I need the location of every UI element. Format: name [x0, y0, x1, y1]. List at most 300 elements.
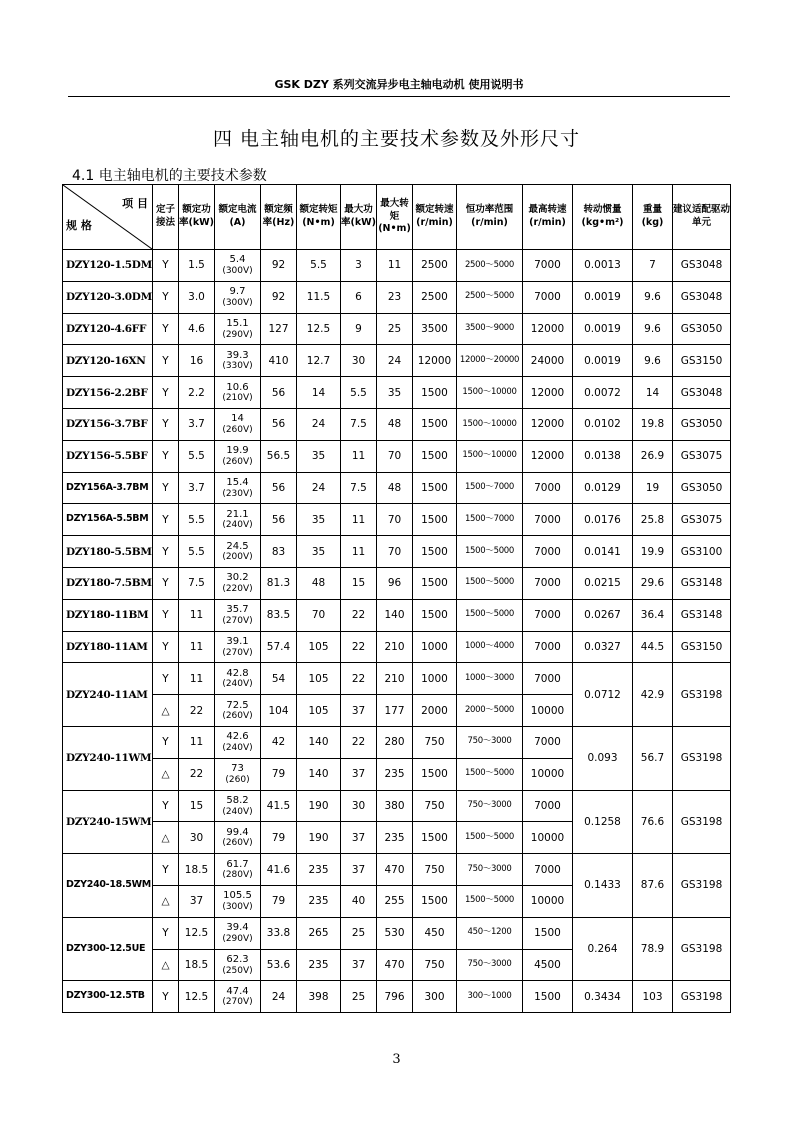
cell-max-speed: 7000: [523, 472, 573, 504]
cell-rated-speed: 1000: [413, 631, 457, 663]
cell-constant-power-range: 750～3000: [457, 949, 523, 981]
cell-max-torque: 530: [377, 917, 413, 949]
cell-rated-speed: 750: [413, 790, 457, 822]
cell-rated-power: 12.5: [179, 917, 215, 949]
cell-constant-power-range: 1500～7000: [457, 472, 523, 504]
cell-max-power: 7.5: [341, 472, 377, 504]
cell-max-power: 11: [341, 504, 377, 536]
cell-rated-current: [215, 758, 261, 790]
table-row: [63, 536, 731, 568]
current-voltage: (220V): [222, 583, 253, 594]
cell-constant-power-range: 2500～5000: [457, 250, 523, 282]
cell-rated-speed: 750: [413, 726, 457, 758]
cell-connection: △: [153, 885, 179, 917]
current-value: 39.1: [226, 636, 249, 648]
cell-max-speed: 10000: [523, 695, 573, 727]
cell-max-speed: 12000: [523, 408, 573, 440]
corner-label-item: 项 目: [122, 197, 148, 210]
cell-max-power: 15: [341, 567, 377, 599]
cell-connection: △: [153, 758, 179, 790]
current-value: 15.4: [226, 477, 249, 489]
current-voltage: (240V): [222, 742, 253, 753]
cell-max-torque: 796: [377, 981, 413, 1013]
cell-max-power: 22: [341, 631, 377, 663]
cell-rated-current: [215, 885, 261, 917]
current-voltage: (300V): [222, 265, 253, 276]
current-value: 21.1: [226, 508, 249, 520]
cell-rated-speed: 1500: [413, 408, 457, 440]
cell-rated-current: [215, 281, 261, 313]
cell-max-power: 9: [341, 313, 377, 345]
cell-rated-power: 3.0: [179, 281, 215, 313]
cell-connection: △: [153, 822, 179, 854]
cell-rated-torque: 235: [297, 885, 341, 917]
cell-inertia: 0.0013: [573, 250, 633, 282]
cell-max-power: 37: [341, 822, 377, 854]
cell-weight: 56.7: [633, 726, 673, 790]
header-cell: 额定转速(r/min): [413, 185, 457, 250]
cell-rated-speed: 1500: [413, 472, 457, 504]
cell-model: DZY120-16XN: [63, 345, 153, 377]
header-cell: 定子接法: [153, 185, 179, 250]
cell-rated-frequency: 410: [261, 345, 297, 377]
cell-constant-power-range: 1500～10000: [457, 440, 523, 472]
cell-rated-speed: 450: [413, 917, 457, 949]
cell-driver: GS3050: [673, 472, 731, 504]
cell-rated-torque: 235: [297, 854, 341, 886]
cell-rated-current: [215, 599, 261, 631]
cell-rated-frequency: 92: [261, 281, 297, 313]
cell-connection: △: [153, 949, 179, 981]
cell-inertia: 0.0215: [573, 567, 633, 599]
header-cell: 额定转矩(N•m): [297, 185, 341, 250]
current-voltage: (260V): [222, 711, 253, 722]
cell-rated-current: [215, 790, 261, 822]
current-voltage: (240V): [222, 679, 253, 690]
cell-rated-current: [215, 504, 261, 536]
cell-rated-torque: 24: [297, 472, 341, 504]
cell-max-speed: 1500: [523, 917, 573, 949]
cell-inertia: 0.0129: [573, 472, 633, 504]
cell-driver: GS3050: [673, 408, 731, 440]
cell-rated-power: 3.7: [179, 408, 215, 440]
cell-rated-speed: 3500: [413, 313, 457, 345]
current-voltage: (200V): [222, 552, 253, 563]
cell-model: DZY180-11AM: [63, 631, 153, 663]
cell-rated-frequency: 56: [261, 472, 297, 504]
cell-constant-power-range: 1500～10000: [457, 377, 523, 409]
cell-rated-speed: 2500: [413, 250, 457, 282]
header-cell: 额定电流(A): [215, 185, 261, 250]
cell-weight: 76.6: [633, 790, 673, 854]
current-voltage: (240V): [222, 520, 253, 531]
cell-constant-power-range: 1500～10000: [457, 408, 523, 440]
cell-constant-power-range: 750～3000: [457, 854, 523, 886]
cell-rated-speed: 2500: [413, 281, 457, 313]
header-cell: 最高转速(r/min): [523, 185, 573, 250]
cell-driver: GS3198: [673, 854, 731, 918]
cell-rated-frequency: 41.6: [261, 854, 297, 886]
cell-connection: Y: [153, 726, 179, 758]
cell-rated-power: 15: [179, 790, 215, 822]
cell-weight: 78.9: [633, 917, 673, 981]
cell-weight: 7: [633, 250, 673, 282]
cell-max-power: 11: [341, 536, 377, 568]
cell-max-speed: 7000: [523, 631, 573, 663]
current-value: 72.5: [226, 699, 249, 711]
cell-driver: GS3148: [673, 567, 731, 599]
current-value: 5.4: [229, 254, 246, 266]
cell-model: DZY120-1.5DM: [63, 250, 153, 282]
cell-rated-power: 11: [179, 726, 215, 758]
cell-connection: Y: [153, 313, 179, 345]
cell-constant-power-range: 1500～5000: [457, 758, 523, 790]
cell-max-speed: 7000: [523, 250, 573, 282]
cell-rated-power: 3.7: [179, 472, 215, 504]
current-voltage: (280V): [222, 870, 253, 881]
cell-weight: 9.6: [633, 313, 673, 345]
cell-rated-current: [215, 663, 261, 695]
cell-max-power: 40: [341, 885, 377, 917]
cell-max-speed: 24000: [523, 345, 573, 377]
cell-max-torque: 35: [377, 377, 413, 409]
cell-weight: 36.4: [633, 599, 673, 631]
cell-model: DZY180-7.5BM: [63, 567, 153, 599]
cell-rated-torque: 5.5: [297, 250, 341, 282]
cell-model: DZY156A-5.5BM: [63, 504, 153, 536]
cell-rated-speed: 12000: [413, 345, 457, 377]
cell-max-speed: 7000: [523, 504, 573, 536]
cell-max-power: 37: [341, 854, 377, 886]
cell-rated-frequency: 56.5: [261, 440, 297, 472]
cell-max-power: 3: [341, 250, 377, 282]
cell-driver: GS3198: [673, 790, 731, 854]
cell-constant-power-range: 12000～20000: [457, 345, 523, 377]
cell-inertia: 0.264: [573, 917, 633, 981]
section-title: 4.1 电主轴电机的主要技术参数: [72, 168, 267, 184]
cell-rated-speed: 1500: [413, 758, 457, 790]
cell-inertia: 0.0019: [573, 313, 633, 345]
cell-rated-speed: 1500: [413, 377, 457, 409]
header-cell: 额定频率(Hz): [261, 185, 297, 250]
table-row: [63, 377, 731, 409]
cell-rated-torque: 190: [297, 790, 341, 822]
cell-max-torque: 177: [377, 695, 413, 727]
cell-constant-power-range: 1500～5000: [457, 567, 523, 599]
cell-rated-current: [215, 440, 261, 472]
cell-max-power: 30: [341, 345, 377, 377]
cell-rated-torque: 35: [297, 440, 341, 472]
cell-rated-current: [215, 313, 261, 345]
current-voltage: (290V): [222, 933, 253, 944]
cell-max-torque: 235: [377, 758, 413, 790]
cell-connection: Y: [153, 408, 179, 440]
cell-max-torque: 140: [377, 599, 413, 631]
cell-constant-power-range: 3500～9000: [457, 313, 523, 345]
corner-cell: [63, 185, 153, 250]
current-voltage: (230V): [222, 488, 253, 499]
cell-weight: 42.9: [633, 663, 673, 727]
corner-label-spec: 规 格: [66, 219, 92, 232]
header-cell: 重量(kg): [633, 185, 673, 250]
cell-rated-current: [215, 472, 261, 504]
cell-connection: Y: [153, 440, 179, 472]
cell-rated-speed: 1500: [413, 822, 457, 854]
cell-rated-frequency: 81.3: [261, 567, 297, 599]
cell-max-speed: 12000: [523, 440, 573, 472]
cell-rated-frequency: 42: [261, 726, 297, 758]
cell-connection: Y: [153, 790, 179, 822]
cell-rated-speed: 1500: [413, 599, 457, 631]
cell-inertia: 0.0072: [573, 377, 633, 409]
cell-rated-torque: 24: [297, 408, 341, 440]
cell-connection: Y: [153, 472, 179, 504]
current-voltage: (270V): [222, 997, 253, 1008]
cell-rated-speed: 1500: [413, 885, 457, 917]
cell-rated-power: 7.5: [179, 567, 215, 599]
cell-driver: GS3198: [673, 663, 731, 727]
cell-connection: Y: [153, 567, 179, 599]
cell-inertia: 0.0712: [573, 663, 633, 727]
table-row: [63, 854, 731, 886]
cell-rated-torque: 35: [297, 536, 341, 568]
cell-connection: Y: [153, 981, 179, 1013]
cell-rated-frequency: 104: [261, 695, 297, 727]
cell-rated-speed: 300: [413, 981, 457, 1013]
cell-rated-frequency: 79: [261, 822, 297, 854]
cell-rated-frequency: 41.5: [261, 790, 297, 822]
header-cell: 恒功率范围(r/min): [457, 185, 523, 250]
cell-weight: 26.9: [633, 440, 673, 472]
cell-weight: 87.6: [633, 854, 673, 918]
cell-connection: Y: [153, 345, 179, 377]
cell-constant-power-range: 1500～5000: [457, 599, 523, 631]
cell-rated-power: 37: [179, 885, 215, 917]
cell-max-speed: 7000: [523, 854, 573, 886]
current-value: 15.1: [226, 318, 249, 330]
cell-driver: GS3048: [673, 281, 731, 313]
cell-max-power: 7.5: [341, 408, 377, 440]
cell-rated-power: 18.5: [179, 854, 215, 886]
cell-model: DZY156-3.7BF: [63, 408, 153, 440]
cell-rated-current: [215, 345, 261, 377]
cell-model: DZY156-5.5BF: [63, 440, 153, 472]
cell-max-torque: 24: [377, 345, 413, 377]
cell-max-power: 25: [341, 917, 377, 949]
cell-inertia: 0.0267: [573, 599, 633, 631]
cell-connection: Y: [153, 536, 179, 568]
cell-rated-power: 22: [179, 758, 215, 790]
cell-rated-current: [215, 854, 261, 886]
table-header-row: [63, 185, 731, 250]
current-value: 24.5: [226, 540, 249, 552]
cell-model: DZY180-5.5BM: [63, 536, 153, 568]
cell-inertia: 0.0327: [573, 631, 633, 663]
cell-rated-current: [215, 949, 261, 981]
cell-rated-frequency: 53.6: [261, 949, 297, 981]
table-row: [63, 567, 731, 599]
current-value: 30.2: [226, 572, 249, 584]
cell-rated-torque: 190: [297, 822, 341, 854]
cell-inertia: 0.0019: [573, 345, 633, 377]
spec-table: [62, 184, 731, 1013]
cell-max-speed: 7000: [523, 790, 573, 822]
cell-weight: 19.8: [633, 408, 673, 440]
table-row: [63, 440, 731, 472]
cell-rated-current: [215, 377, 261, 409]
current-value: 62.3: [226, 954, 249, 965]
cell-weight: 29.6: [633, 567, 673, 599]
cell-driver: GS3150: [673, 631, 731, 663]
cell-driver: GS3048: [673, 250, 731, 282]
current-voltage: (250V): [222, 965, 253, 976]
cell-max-torque: 25: [377, 313, 413, 345]
current-value: 19.9: [226, 445, 249, 457]
cell-rated-frequency: 56: [261, 408, 297, 440]
cell-model: DZY240-15WM: [63, 790, 153, 854]
cell-driver: GS3148: [673, 599, 731, 631]
cell-max-speed: 4500: [523, 949, 573, 981]
cell-model: DZY120-3.0DM: [63, 281, 153, 313]
cell-inertia: 0.0019: [573, 281, 633, 313]
cell-constant-power-range: 1000～3000: [457, 663, 523, 695]
cell-rated-power: 12.5: [179, 981, 215, 1013]
cell-rated-power: 11: [179, 663, 215, 695]
cell-rated-power: 5.5: [179, 440, 215, 472]
header-rule: [68, 96, 730, 97]
cell-max-torque: 255: [377, 885, 413, 917]
cell-driver: GS3050: [673, 313, 731, 345]
cell-max-torque: 210: [377, 663, 413, 695]
corner-diagonal: [63, 185, 152, 249]
cell-max-torque: 11: [377, 250, 413, 282]
table-row: [63, 313, 731, 345]
current-value: 58.2: [226, 795, 249, 807]
cell-connection: Y: [153, 250, 179, 282]
cell-rated-power: 5.5: [179, 504, 215, 536]
cell-rated-power: 16: [179, 345, 215, 377]
cell-model: DZY156-2.2BF: [63, 377, 153, 409]
cell-max-power: 5.5: [341, 377, 377, 409]
current-voltage: (240V): [222, 806, 253, 817]
cell-max-speed: 7000: [523, 567, 573, 599]
cell-rated-torque: 105: [297, 695, 341, 727]
current-value: 47.4: [226, 985, 249, 997]
cell-inertia: 0.093: [573, 726, 633, 790]
cell-driver: GS3075: [673, 504, 731, 536]
cell-rated-current: [215, 250, 261, 282]
cell-rated-frequency: 127: [261, 313, 297, 345]
cell-rated-speed: 1500: [413, 536, 457, 568]
cell-rated-torque: 48: [297, 567, 341, 599]
cell-rated-frequency: 33.8: [261, 917, 297, 949]
cell-max-power: 22: [341, 599, 377, 631]
cell-weight: 9.6: [633, 281, 673, 313]
cell-rated-torque: 398: [297, 981, 341, 1013]
table-row: [63, 631, 731, 663]
chapter-title: 四 电主轴电机的主要技术参数及外形尺寸: [212, 128, 581, 150]
table-row: [63, 281, 731, 313]
cell-max-torque: 470: [377, 949, 413, 981]
cell-rated-power: 2.2: [179, 377, 215, 409]
cell-driver: GS3198: [673, 726, 731, 790]
cell-rated-current: [215, 567, 261, 599]
cell-inertia: 0.0138: [573, 440, 633, 472]
cell-connection: △: [153, 695, 179, 727]
header-cell: 转动惯量(kg•m²): [573, 185, 633, 250]
cell-model: DZY240-18.5WM: [63, 854, 153, 918]
current-value: 14: [231, 413, 244, 425]
table-row: [63, 663, 731, 695]
page-header: GSK DZY 系列交流异步电主轴电动机 使用说明书: [274, 78, 524, 91]
cell-max-speed: 7000: [523, 536, 573, 568]
cell-max-torque: 70: [377, 536, 413, 568]
cell-model: DZY180-11BM: [63, 599, 153, 631]
cell-connection: Y: [153, 599, 179, 631]
header-cell: 最大功率(kW): [341, 185, 377, 250]
cell-rated-power: 1.5: [179, 250, 215, 282]
current-value: 39.3: [226, 349, 249, 361]
current-voltage: (260V): [222, 456, 253, 467]
cell-max-power: 6: [341, 281, 377, 313]
cell-max-power: 25: [341, 981, 377, 1013]
cell-constant-power-range: 1500～5000: [457, 536, 523, 568]
cell-rated-frequency: 54: [261, 663, 297, 695]
cell-weight: 103: [633, 981, 673, 1013]
current-voltage: (290V): [222, 329, 253, 340]
cell-driver: GS3150: [673, 345, 731, 377]
cell-max-torque: 70: [377, 504, 413, 536]
cell-rated-speed: 1500: [413, 440, 457, 472]
cell-weight: 19.9: [633, 536, 673, 568]
cell-rated-speed: 750: [413, 949, 457, 981]
current-value: 42.8: [226, 667, 249, 679]
cell-max-torque: 210: [377, 631, 413, 663]
current-value: 39.4: [226, 922, 249, 934]
current-voltage: (260V): [222, 424, 253, 435]
cell-connection: Y: [153, 631, 179, 663]
table-row: [63, 917, 731, 949]
cell-rated-current: [215, 726, 261, 758]
cell-constant-power-range: 1500～5000: [457, 822, 523, 854]
header-cell: 建议适配驱动单元: [673, 185, 731, 250]
cell-rated-torque: 11.5: [297, 281, 341, 313]
table-row: [63, 408, 731, 440]
cell-rated-torque: 140: [297, 758, 341, 790]
cell-model: DZY240-11WM: [63, 726, 153, 790]
cell-constant-power-range: 2500～5000: [457, 281, 523, 313]
cell-rated-frequency: 79: [261, 758, 297, 790]
cell-max-power: 37: [341, 758, 377, 790]
cell-connection: Y: [153, 504, 179, 536]
cell-driver: GS3198: [673, 917, 731, 981]
cell-max-speed: 10000: [523, 885, 573, 917]
cell-max-speed: 10000: [523, 758, 573, 790]
cell-model: DZY120-4.6FF: [63, 313, 153, 345]
cell-constant-power-range: 1500～7000: [457, 504, 523, 536]
table-row: [63, 790, 731, 822]
cell-rated-torque: 265: [297, 917, 341, 949]
cell-model: DZY300-12.5UE: [63, 917, 153, 981]
cell-rated-current: [215, 695, 261, 727]
table-row: [63, 472, 731, 504]
current-voltage: (210V): [222, 393, 253, 404]
cell-rated-torque: 105: [297, 631, 341, 663]
table-row: [63, 981, 731, 1013]
cell-driver: GS3100: [673, 536, 731, 568]
table-row: [63, 250, 731, 282]
cell-model: DZY240-11AM: [63, 663, 153, 727]
